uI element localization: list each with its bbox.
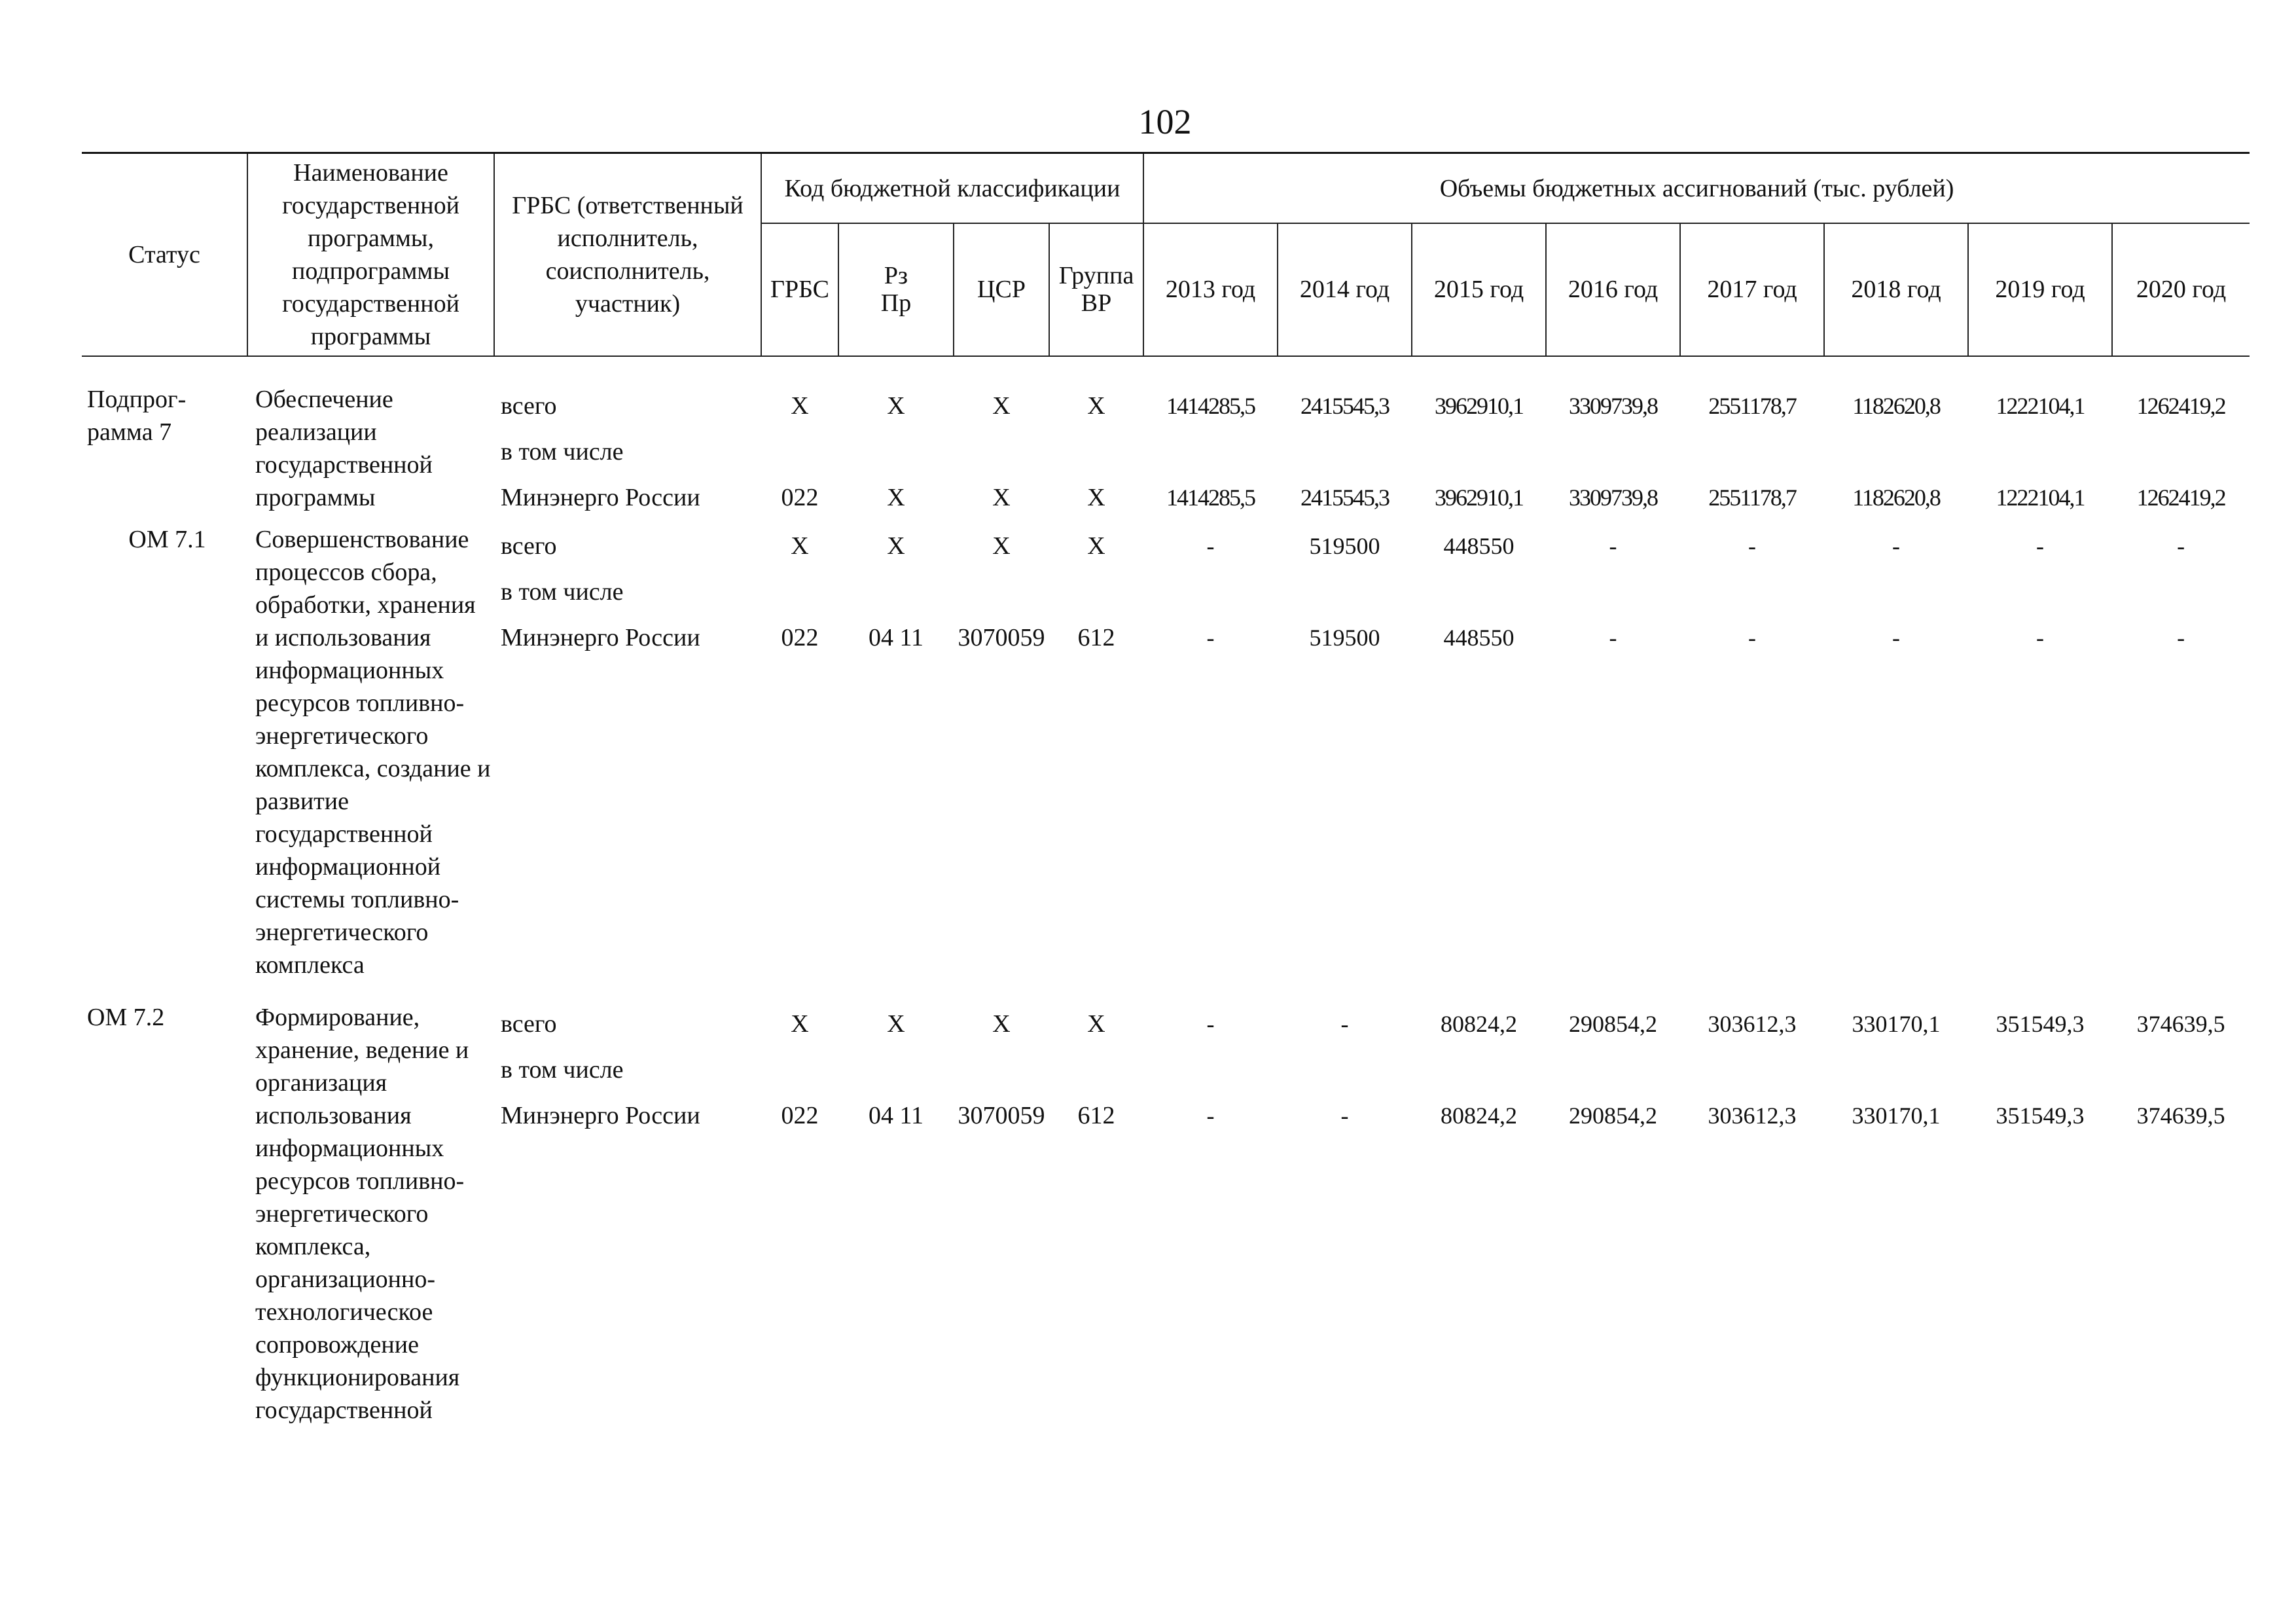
value-2015 [1412,429,1546,475]
value-2018 [1824,429,1968,475]
code-rz: X [887,1010,905,1038]
header-budget-code: Код бюджетной классификации [761,153,1143,224]
value-2020: - [2177,625,2185,651]
value-2020 [2112,569,2250,615]
value-2018: 1182620,8 [1852,393,1940,419]
code-grbs: 022 [781,1102,819,1129]
code-vr: X [1087,532,1105,560]
page-number: 102 [1138,102,1192,141]
value-2017: 303612,3 [1708,1011,1797,1037]
value-2020: 374639,5 [2136,1011,2225,1037]
value-2017: - [1748,625,1757,651]
code-csr: X [992,392,1011,420]
value-2015: 448550 [1443,533,1515,559]
value-2019: 351549,3 [1996,1103,2085,1129]
header-sub-grbs: ГРБС [761,223,838,356]
code-vr: 612 [1077,1102,1115,1129]
value-2019 [1968,569,2112,615]
value-2017: 303612,3 [1708,1103,1797,1129]
line-label: в том числе [501,578,624,606]
code-csr [954,1047,1049,1093]
code-rz: 04 11 [868,624,924,651]
value-2013: 1414285,5 [1166,393,1255,419]
code-rz: X [887,532,905,560]
value-2013 [1143,1047,1278,1093]
code-vr: X [1087,1010,1105,1038]
value-2016: 290854,2 [1569,1011,1658,1037]
code-grbs [761,429,838,475]
value-2020 [2112,429,2250,475]
value-2015 [1412,569,1546,615]
header-year: 2016 год [1546,223,1680,356]
code-csr [954,569,1049,615]
value-2016 [1546,429,1680,475]
value-2017: - [1748,533,1757,559]
value-2017: 2551178,7 [1708,393,1796,419]
value-2019: - [2036,533,2045,559]
line-label: Минэнерго России [501,484,700,511]
header-program-name: Наименование государственной программы, подпрограммы государственной программы [247,153,494,357]
code-csr: X [992,532,1011,560]
header-year: 2020 год [2112,223,2250,356]
value-2014: 2415545,3 [1300,484,1390,511]
value-2019: - [2036,625,2045,651]
value-2020: 374639,5 [2136,1103,2225,1129]
value-2017 [1680,569,1824,615]
code-vr [1049,429,1143,475]
header-year: 2017 год [1680,223,1824,356]
code-csr: 3070059 [958,1102,1045,1129]
row-status: ОМ 7.1 [128,526,206,553]
value-2016: 290854,2 [1569,1103,1658,1129]
value-2017: 2551178,7 [1708,484,1796,511]
value-2019: 1222104,1 [1996,484,2085,511]
code-rz: 04 11 [868,1102,924,1129]
code-rz: X [887,484,905,511]
value-2014: - [1340,1011,1349,1037]
value-2014 [1278,1047,1412,1093]
code-grbs: 022 [781,484,819,511]
header-sub-csr: ЦСР [954,223,1049,356]
line-label: Минэнерго России [501,624,700,651]
table-row [82,520,2250,981]
value-2018: - [1892,533,1901,559]
header-year: 2015 год [1412,223,1546,356]
code-rz [838,429,954,475]
value-2020: 1262419,2 [2136,393,2225,419]
value-2015: 3962910,1 [1435,484,1524,511]
value-2015: 3962910,1 [1435,393,1524,419]
header-year: 2013 год [1143,223,1278,356]
code-grbs [761,569,838,615]
code-vr: X [1087,392,1105,420]
value-2016: 3309739,8 [1569,484,1658,511]
value-2015: 80824,2 [1441,1103,1518,1129]
value-2013: 1414285,5 [1166,484,1255,511]
code-grbs: 022 [781,624,819,651]
code-rz: X [887,392,905,420]
header-volumes: Объемы бюджетных ассигнований (тыс. рублей) [1143,153,2250,224]
header-sub-vr: Группа ВР [1049,223,1143,356]
code-vr: X [1087,484,1105,511]
value-2018 [1824,1047,1968,1093]
code-csr [954,429,1049,475]
value-2013: - [1206,1103,1215,1129]
table-row [82,981,2250,1427]
header-year: 2018 год [1824,223,1968,356]
value-2013: - [1206,625,1215,651]
table-row [82,380,2250,520]
header-year: 2019 год [1968,223,2112,356]
value-2017 [1680,1047,1824,1093]
code-csr: X [992,1010,1011,1038]
value-2013: - [1206,533,1215,559]
value-2016 [1546,1047,1680,1093]
value-2018: 1182620,8 [1852,484,1940,511]
line-label: Минэнерго России [501,1102,700,1129]
value-2014: 2415545,3 [1300,393,1390,419]
line-label: в том числе [501,1056,624,1084]
value-2020: - [2177,533,2185,559]
line-label: всего [501,532,557,560]
value-2014 [1278,569,1412,615]
value-2017 [1680,429,1824,475]
header-year: 2014 год [1278,223,1412,356]
header-grbs: ГРБС (ответственный исполнитель, соисполнитель, участник) [494,153,761,357]
code-grbs: X [791,392,809,420]
value-2018: 330170,1 [1852,1011,1941,1037]
line-label: всего [501,1010,557,1038]
value-2013 [1143,429,1278,475]
value-2018: 330170,1 [1852,1103,1941,1129]
budget-allocation-table [82,152,2250,1427]
header-status: Статус [82,153,247,357]
line-label: всего [501,392,557,420]
value-2018: - [1892,625,1901,651]
value-2015: 448550 [1443,625,1515,651]
code-grbs [761,1047,838,1093]
value-2016 [1546,569,1680,615]
code-csr: X [992,484,1011,511]
value-2014: 519500 [1309,533,1380,559]
value-2019: 1222104,1 [1996,393,2085,419]
code-rz [838,1047,954,1093]
value-2015: 80824,2 [1441,1011,1518,1037]
row-program-name: Формирование, хранение, ведение и организация использования информационных ресурсов топливно-энергетического комплекса, организационно-технологическое сопровождение функционирования государственной [255,1004,469,1424]
row-status: Подпрог- рамма 7 [87,386,187,446]
code-csr: 3070059 [958,624,1045,651]
header-sub-rz: Рз Пр [838,223,954,356]
row-program-name: Совершенствование процессов сбора, обработки, хранения и использования информационных ресурсов топливно-энергетического комплекса, создание и развитие государственной информационной системы топливно-энергетического комплекса [255,526,491,979]
code-vr: 612 [1077,624,1115,651]
value-2013: - [1206,1011,1215,1037]
value-2020 [2112,1047,2250,1093]
value-2015 [1412,1047,1546,1093]
value-2016: 3309739,8 [1569,393,1658,419]
value-2014: 519500 [1309,625,1380,651]
row-program-name: Обеспечение реализации государственной программы [255,386,433,511]
value-2013 [1143,569,1278,615]
value-2016: - [1609,533,1617,559]
value-2019: 351549,3 [1996,1011,2085,1037]
code-vr [1049,569,1143,615]
code-grbs: X [791,1010,809,1038]
value-2019 [1968,429,2112,475]
value-2020: 1262419,2 [2136,484,2225,511]
row-status: ОМ 7.2 [87,1004,165,1031]
value-2016: - [1609,625,1617,651]
code-vr [1049,1047,1143,1093]
value-2014 [1278,429,1412,475]
value-2019 [1968,1047,2112,1093]
code-rz [838,569,954,615]
line-label: в том числе [501,438,624,465]
value-2014: - [1340,1103,1349,1129]
code-grbs: X [791,532,809,560]
value-2018 [1824,569,1968,615]
